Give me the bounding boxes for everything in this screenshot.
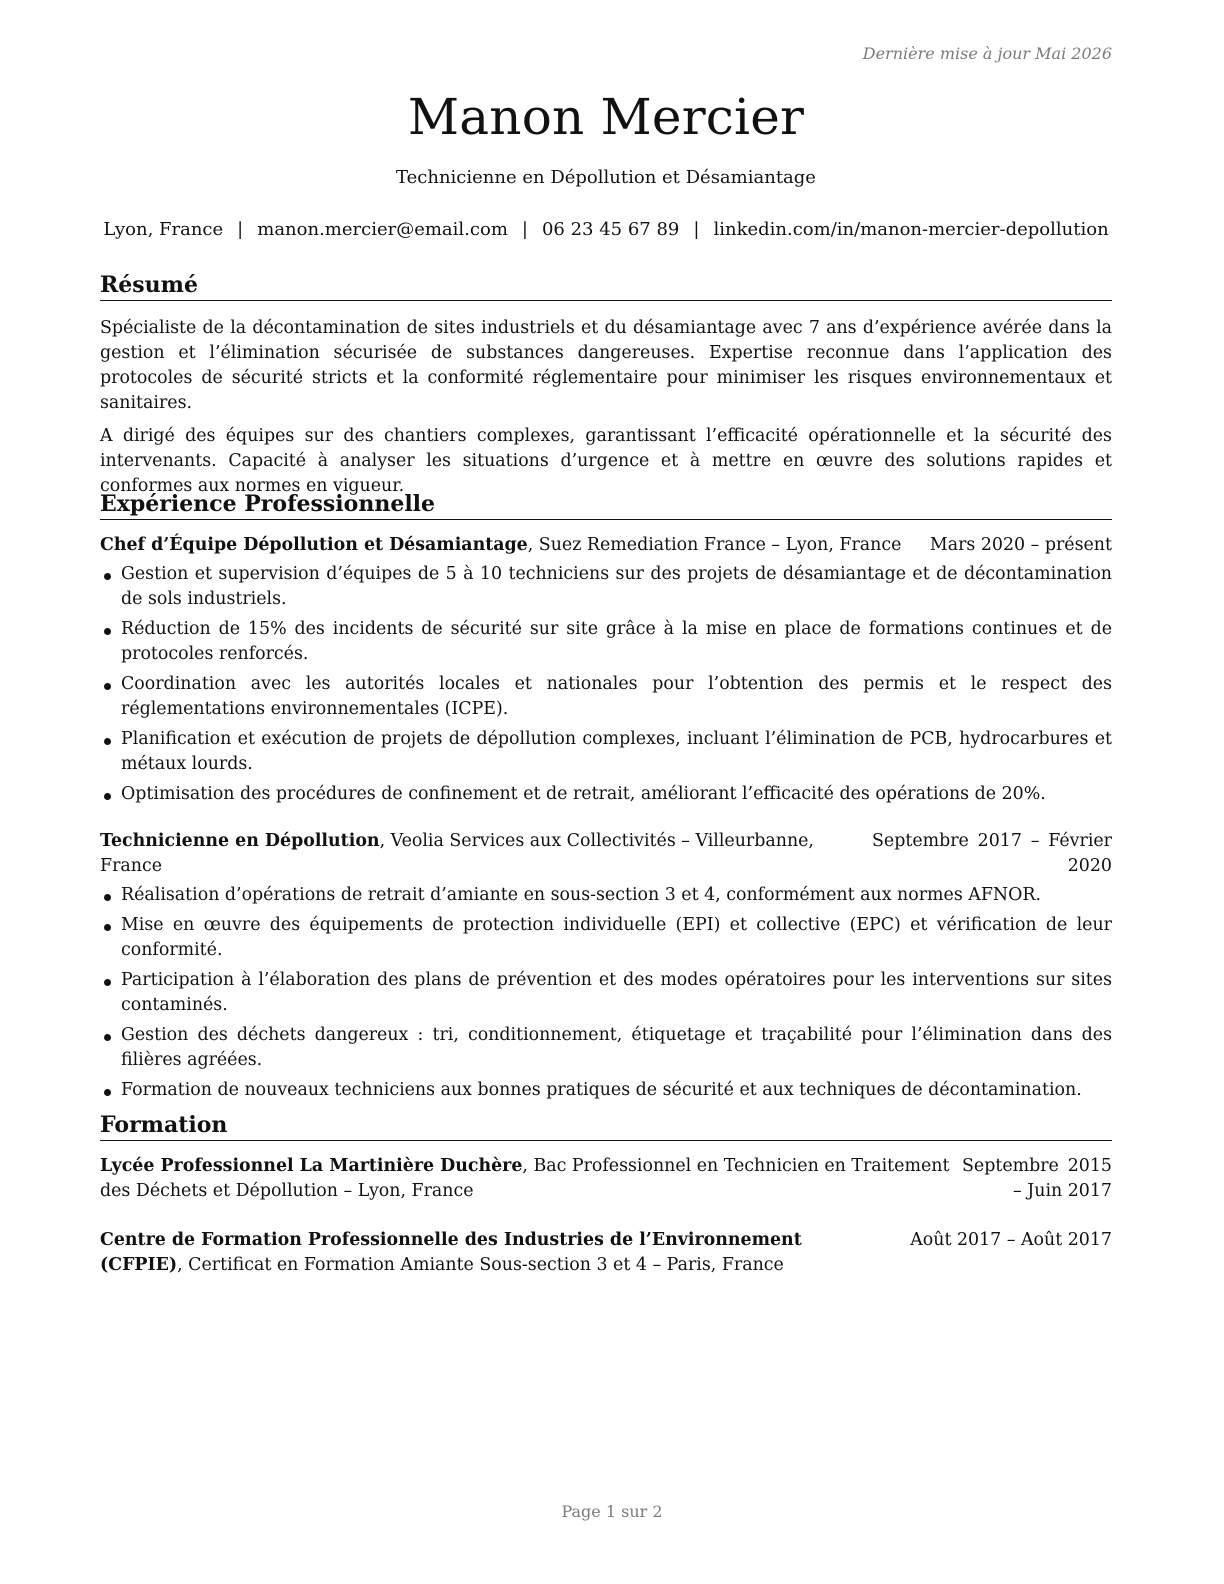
summary-paragraph: A dirigé des équipes sur des chantiers complexes, garantissant l’efficacité opérationnelle et la sécurité des intervenants. Capacité à analyser les situations d’urgence et à mettre en œuvre des solutions rapides et conformes aux normes en vigueur. <box>100 426 1112 496</box>
job-bullets <box>100 562 1112 807</box>
education-detail: , Bac Professionnel en Technicien en Traitement des Déchets et Dépollution – Lyon, France <box>100 1156 950 1201</box>
education-header <box>100 1228 1112 1278</box>
section-heading: Formation <box>100 1111 1112 1141</box>
bullet-icon <box>104 738 111 745</box>
job-role: Technicienne en Dépollution <box>100 831 380 851</box>
contact-linkedin[interactable]: linkedin.com/in/manon-mercier-depollution <box>713 219 1109 240</box>
education-header <box>100 1154 1112 1204</box>
bullet-icon <box>104 683 111 690</box>
job-entry <box>100 829 1112 1103</box>
education-entry <box>100 1154 1112 1204</box>
experience-section <box>100 490 1112 1108</box>
contact-separator: | <box>521 219 528 240</box>
bullet-icon <box>104 924 111 931</box>
bullet-item: Réalisation d’opérations de retrait d’amiante en sous-section 3 et 4, conformément aux normes AFNOR. <box>100 883 1112 908</box>
candidate-name: Manon Mercier <box>407 88 805 146</box>
job-dates: Septembre 2017 – Février 2020 <box>872 831 1112 876</box>
education-section <box>100 1111 1112 1278</box>
job-title: Technicienne en Dépollution et Désamiantage <box>396 167 816 188</box>
last-updated: Dernière mise à jour Mai 2026 <box>862 44 1112 63</box>
job-dates: Mars 2020 – présent <box>929 535 1112 555</box>
contact-location: Lyon, France <box>103 219 224 240</box>
job-organization: , Veolia Services aux Collectivités – Villeurbanne, France <box>100 831 814 876</box>
job-organization: , Suez Remediation France – Lyon, France <box>527 535 902 555</box>
bullet-item: Optimisation des procédures de confinement et de retrait, améliorant l’efficacité des opérations de 20%. <box>100 782 1112 807</box>
bullet-icon <box>104 793 111 800</box>
job-bullets <box>100 883 1112 1103</box>
education-detail: , Certificat en Formation Amiante Sous-section 3 et 4 – Paris, France <box>177 1255 784 1275</box>
summary-section <box>100 271 1112 499</box>
bullet-icon <box>104 894 111 901</box>
education-dates: Août 2017 – Août 2017 <box>910 1230 1112 1250</box>
bullet-icon <box>104 1034 111 1041</box>
bullet-item: Coordination avec les autorités locales et nationales pour l’obtention des permis et le respect des réglementations environnementales (ICPE). <box>100 672 1112 722</box>
bullet-item: Formation de nouveaux techniciens aux bonnes pratiques de sécurité et aux techniques de décontamination. <box>100 1078 1112 1103</box>
summary-paragraph: Spécialiste de la décontamination de sites industriels et du désamiantage avec 7 ans d’expérience avérée dans la gestion et l’élimination sécurisée de substances dangereuses. Expertise reconnue dans l’application des protocoles de sécurité stricts et la conformité réglementaire pour minimiser les risques environnementaux et sanitaires. <box>100 318 1112 413</box>
bullet-icon <box>104 628 111 635</box>
bullet-icon <box>104 573 111 580</box>
bullet-icon <box>104 979 111 986</box>
contact-email[interactable]: manon.mercier@email.com <box>257 219 508 240</box>
bullet-item: Réduction de 15% des incidents de sécurité sur site grâce à la mise en place de formations continues et de protocoles renforcés. <box>100 617 1112 667</box>
page-number: Page 1 sur 2 <box>561 1502 663 1521</box>
bullet-item: Planification et exécution de projets de dépollution complexes, incluant l’élimination de PCB, hydrocarbures et métaux lourds. <box>100 727 1112 777</box>
education-entry <box>100 1228 1112 1278</box>
contact-phone[interactable]: 06 23 45 67 89 <box>541 219 680 240</box>
bullet-item: Participation à l’élaboration des plans de prévention et des modes opératoires pour les interventions sur sites contaminés. <box>100 968 1112 1018</box>
job-header <box>100 533 1112 558</box>
education-school: Centre de Formation Professionnelle des Industries de l’Environnement (CFPIE) <box>100 1230 802 1275</box>
bullet-item: Gestion et supervision d’équipes de 5 à 10 techniciens sur des projets de désamiantage et de décontamination de sols industriels. <box>100 562 1112 612</box>
bullet-icon <box>104 1089 111 1096</box>
section-heading: Résumé <box>100 271 1112 301</box>
education-dates: Septembre 2015 – Juin 2017 <box>962 1156 1112 1201</box>
job-entry <box>100 533 1112 807</box>
bullet-item: Gestion des déchets dangereux : tri, conditionnement, étiquetage et traçabilité pour l’élimination dans des filières agréées. <box>100 1023 1112 1073</box>
contact-separator: | <box>237 219 244 240</box>
contact-line <box>100 219 1112 240</box>
bullet-item: Mise en œuvre des équipements de protection individuelle (EPI) et collective (EPC) et vérification de leur conformité. <box>100 913 1112 963</box>
section-heading: Expérience Professionnelle <box>100 490 1112 520</box>
job-role: Chef d’Équipe Dépollution et Désamiantage <box>100 535 528 555</box>
education-school: Lycée Professionnel La Martinière Duchère <box>100 1156 523 1176</box>
contact-separator: | <box>693 219 700 240</box>
job-header <box>100 829 1112 879</box>
